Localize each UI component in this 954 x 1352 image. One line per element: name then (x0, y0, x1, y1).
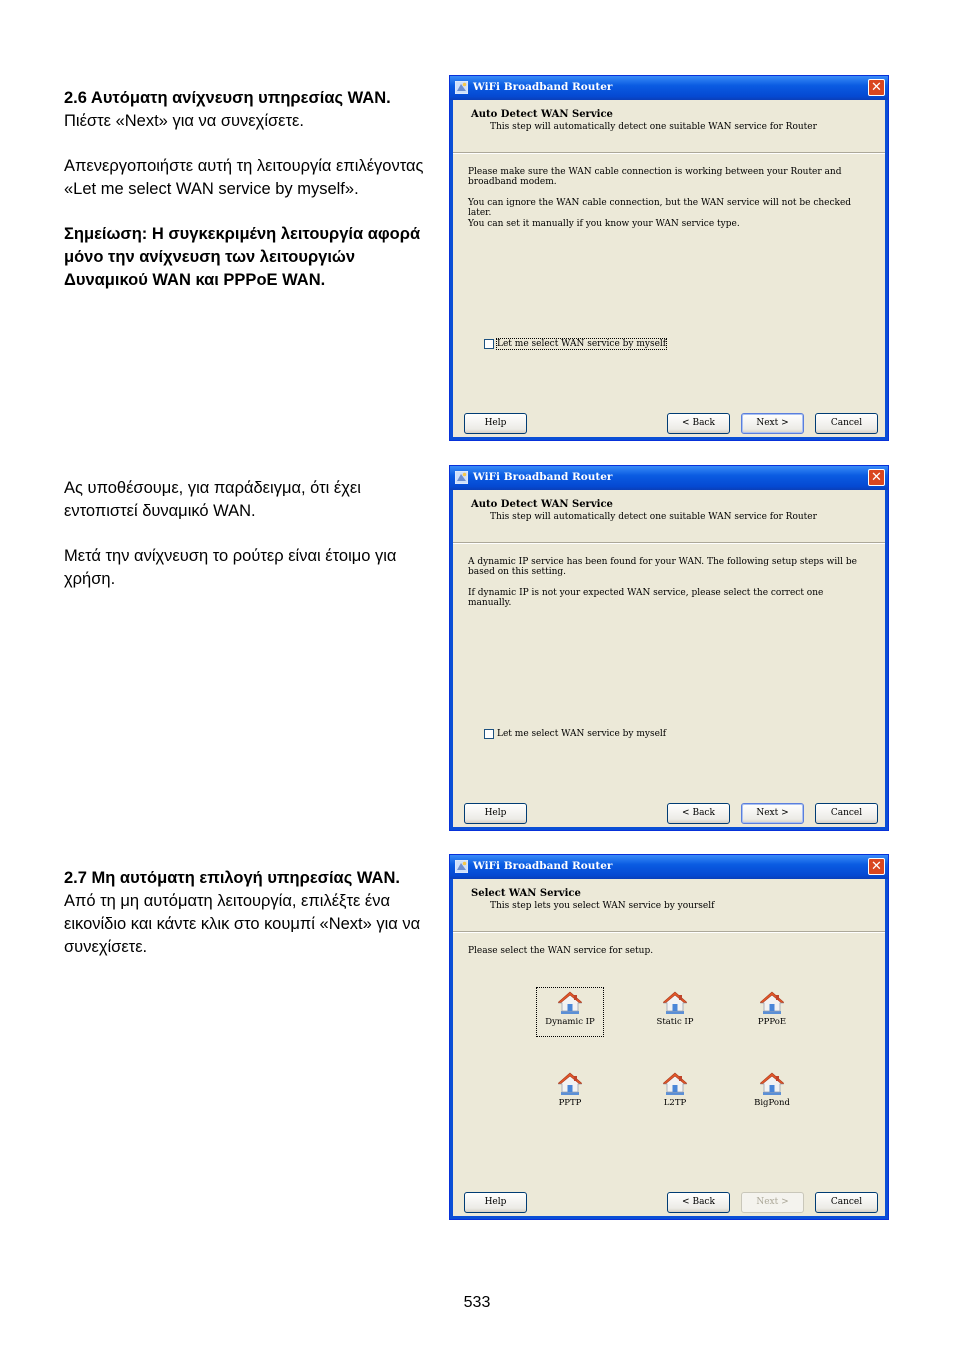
house-icon (558, 1072, 582, 1096)
close-button[interactable]: ✕ (868, 858, 885, 875)
section-3-text (64, 867, 436, 981)
wan-option-l2tp[interactable] (642, 1069, 708, 1117)
next-button[interactable]: Next > (741, 803, 804, 824)
help-button[interactable]: Help (464, 1192, 527, 1213)
wan-option-bigpond[interactable] (739, 1069, 805, 1117)
manual-select-label[interactable]: Let me select WAN service by myself (497, 729, 667, 739)
section-2-text (64, 477, 436, 613)
wan-option-pptp[interactable] (537, 1069, 603, 1117)
body-text-1: Please select the WAN service for setup. (468, 946, 654, 956)
section-3-heading: 2.7 Μη αυτόματη επιλογή υπηρεσίας WAN. (64, 869, 400, 887)
house-icon (663, 991, 687, 1015)
body-text-3: You can set it manually if you know your WAN service type. (468, 219, 740, 229)
wan-option-pppoe[interactable] (739, 988, 805, 1036)
wan-option-static-ip[interactable] (642, 988, 708, 1036)
dialog-titlebar[interactable] (450, 76, 888, 100)
section-1-heading: 2.6 Αυτόματη ανίχνευση υπηρεσίας WAN. (64, 89, 391, 107)
back-button[interactable]: < Back (667, 1192, 730, 1213)
body-text-2: You can ignore the WAN cable connection, but the WAN service will not be checked later. (468, 198, 852, 218)
manual-select-label[interactable]: Let me select WAN service by myself (497, 339, 667, 349)
next-button[interactable]: Next > (741, 1192, 804, 1213)
cancel-button[interactable]: Cancel (815, 413, 878, 434)
wan-option-dynamic-ip[interactable] (537, 988, 603, 1036)
manual-select-checkbox-row[interactable] (484, 729, 666, 739)
manual-select-checkbox[interactable] (484, 339, 494, 349)
step-title: Auto Detect WAN Service (471, 109, 613, 120)
section-2-para-2: Μετά την ανίχνευση το ρούτερ είναι έτοιμο για χρήση. (64, 547, 397, 588)
back-button[interactable]: < Back (667, 803, 730, 824)
page-number: 533 (463, 1294, 491, 1311)
window-title: WiFi Broadband Router (473, 471, 613, 483)
dialog-titlebar[interactable] (450, 855, 888, 879)
wan-option-label: BigPond (754, 1098, 790, 1108)
step-title: Select WAN Service (471, 888, 581, 899)
dialog-select-wan (449, 854, 889, 1220)
section-2-para-1: Ας υποθέσουμε, για παράδειγμα, ότι έχει εντοπιστεί δυναμικό WAN. (64, 479, 361, 520)
house-icon (760, 991, 784, 1015)
manual-select-checkbox-row[interactable] (484, 339, 666, 349)
section-3-text-body: Από τη μη αυτόματη λειτουργία, επιλέξτε ένα εικονίδιο και κάντε κλικ στο κουμπί «Next» για να συνεχίσετε. (64, 892, 421, 956)
help-button[interactable]: Help (464, 413, 527, 434)
step-subtitle: This step lets you select WAN service by yourself (490, 901, 715, 911)
body-text-1: Please make sure the WAN cable connection is working between your Router and broadband modem. (468, 167, 842, 187)
header-divider (453, 152, 885, 154)
dialog-header (453, 490, 885, 542)
section-1-line: Πιέστε «Next» για να συνεχίσετε. (64, 112, 304, 130)
step-subtitle: This step will automatically detect one suitable WAN service for Router (490, 512, 817, 522)
window-title: WiFi Broadband Router (473, 81, 613, 93)
step-title: Auto Detect WAN Service (471, 499, 613, 510)
dialog-client (453, 879, 885, 1216)
dialog-auto-detect-1 (449, 75, 889, 441)
router-app-icon (455, 471, 468, 484)
section-1-para: Απενεργοποιήστε αυτή τη λειτουργία επιλέγοντας «Let me select WAN service by myself». (64, 157, 424, 198)
dialog-client (453, 490, 885, 827)
wan-option-label: L2TP (663, 1098, 687, 1108)
manual-select-checkbox[interactable] (484, 729, 494, 739)
header-divider (453, 542, 885, 544)
back-button[interactable]: < Back (667, 413, 730, 434)
section-1-note: Σημείωση: Η συγκεκριμένη λειτουργία αφορά μόνο την ανίχνευση των λειτουργιών Δυναμικού WAN και PPPoE WAN. (64, 225, 421, 289)
wan-option-label: Dynamic IP (545, 1017, 595, 1027)
next-button[interactable]: Next > (741, 413, 804, 434)
dialog-header (453, 100, 885, 152)
dialog-client (453, 100, 885, 437)
step-subtitle: This step will automatically detect one suitable WAN service for Router (490, 122, 817, 132)
dialog-auto-detect-2 (449, 465, 889, 831)
dialog-header (453, 879, 885, 931)
dialog-titlebar[interactable] (450, 466, 888, 490)
house-icon (558, 991, 582, 1015)
help-button[interactable]: Help (464, 803, 527, 824)
section-1-text (64, 87, 436, 314)
wan-option-label: PPTP (558, 1098, 582, 1108)
router-app-icon (455, 860, 468, 873)
body-text-2: If dynamic IP is not your expected WAN service, please select the correct one manually. (468, 588, 824, 608)
wan-option-label: Static IP (656, 1017, 694, 1027)
close-button[interactable]: ✕ (868, 79, 885, 96)
cancel-button[interactable]: Cancel (815, 803, 878, 824)
wan-option-label: PPPoE (757, 1017, 787, 1027)
close-button[interactable]: ✕ (868, 469, 885, 486)
header-divider (453, 931, 885, 933)
house-icon (663, 1072, 687, 1096)
window-title: WiFi Broadband Router (473, 860, 613, 872)
router-app-icon (455, 81, 468, 94)
cancel-button[interactable]: Cancel (815, 1192, 878, 1213)
body-text-1: A dynamic IP service has been found for your WAN. The following setup steps will be based on this setting. (468, 557, 857, 577)
house-icon (760, 1072, 784, 1096)
